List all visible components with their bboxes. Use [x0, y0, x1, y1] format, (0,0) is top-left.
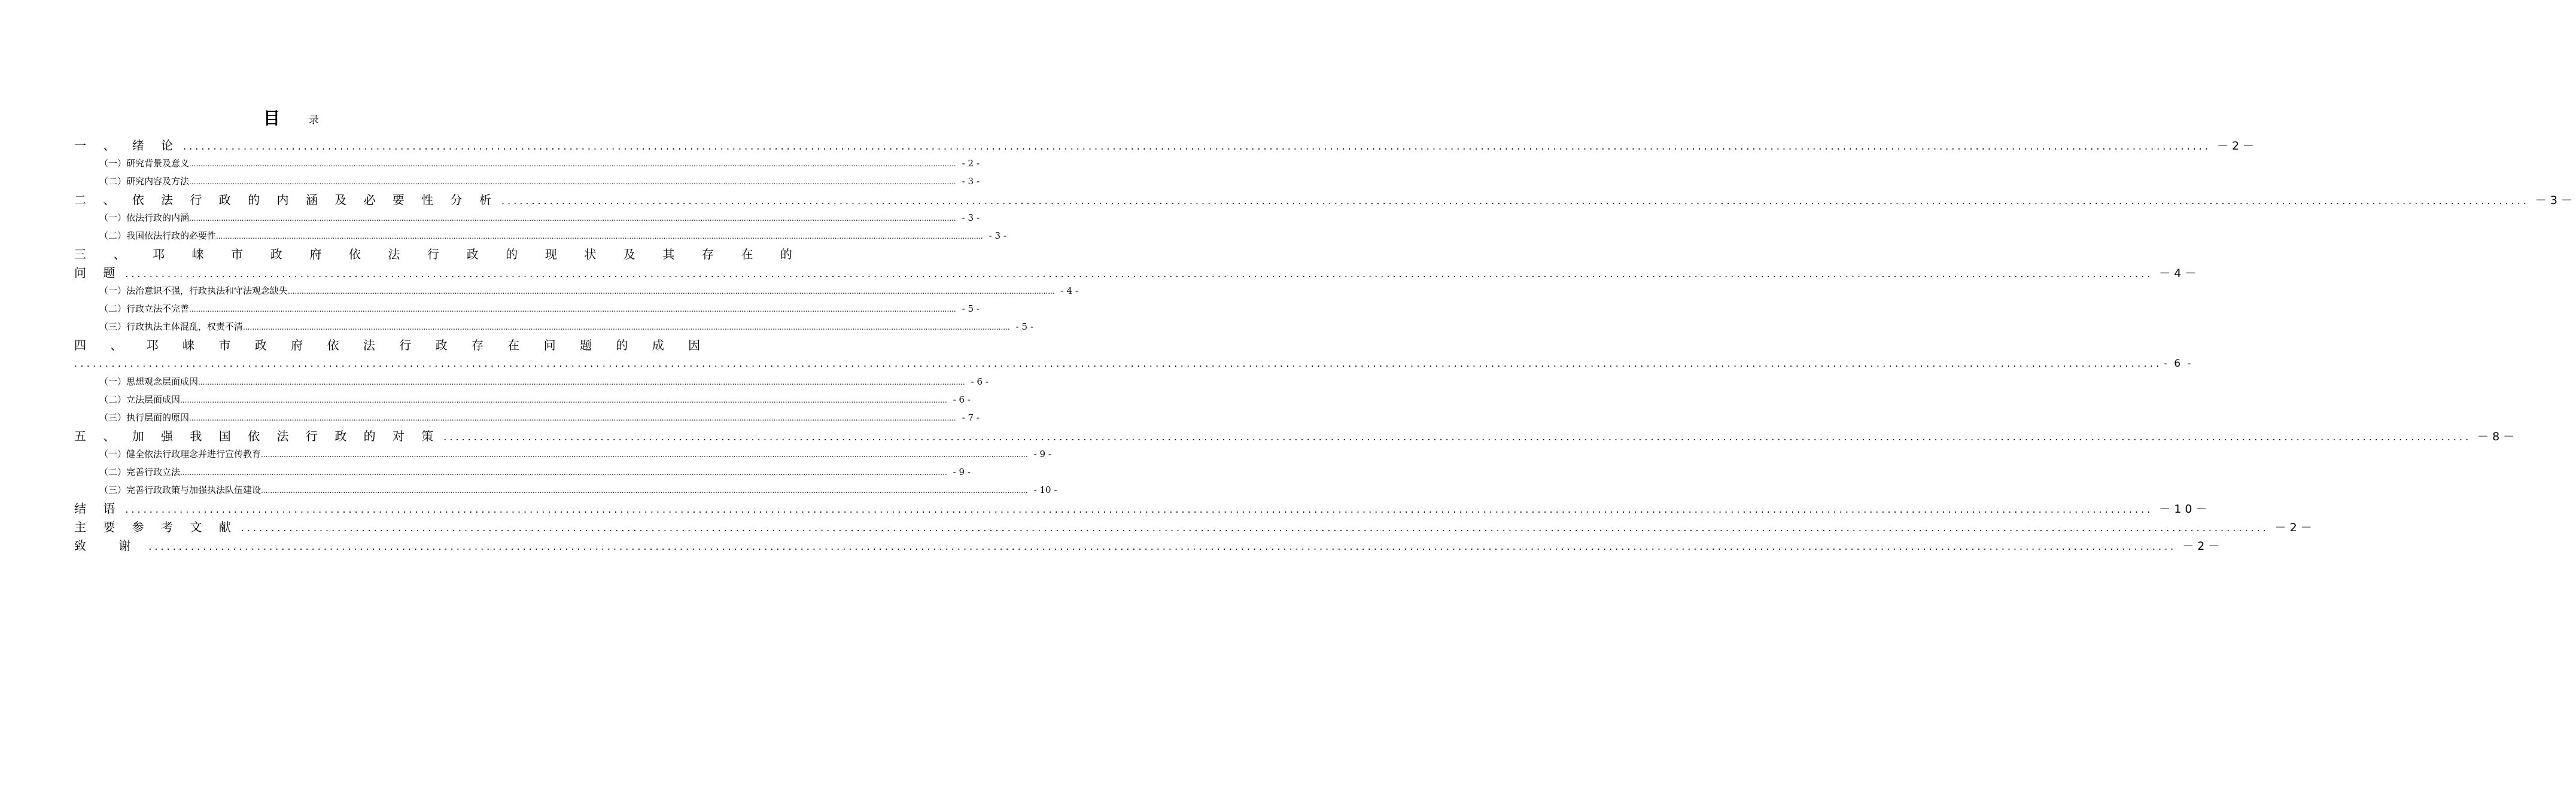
toc-page-number: - 3 -	[962, 212, 980, 223]
dot-leader	[189, 173, 956, 191]
toc-entry-section-4-1[interactable]	[99, 373, 989, 391]
dot-leader	[121, 501, 2153, 519]
toc-entry-section-4-2[interactable]	[99, 391, 971, 409]
toc-entry-label: （一）法治意识不强，行政执法和守法观念缺失	[99, 285, 288, 296]
dot-leader	[261, 446, 1028, 464]
toc-entry-label: （二）我国依法行政的必要性	[99, 230, 217, 241]
toc-page-number: - 7 -	[962, 412, 980, 423]
dot-leader	[288, 282, 1055, 300]
toc-title-sub: 录	[309, 114, 319, 126]
toc-entry-label: （三）执行层面的原因	[99, 412, 190, 423]
toc-page-number: - 6 -	[953, 394, 971, 405]
toc-entry-section-2-1[interactable]	[99, 209, 980, 227]
toc-entry-section-5-3[interactable]	[99, 481, 1057, 499]
dot-leader	[216, 227, 983, 245]
toc-entry-section-2[interactable]	[74, 191, 2576, 209]
toc-entry-section-4[interactable]	[74, 355, 2193, 373]
dot-leader	[180, 464, 947, 482]
toc-page-number: - 3 -	[962, 176, 980, 187]
toc-entry-section-3-1[interactable]	[99, 282, 1078, 300]
toc-entry-conclusion[interactable]	[74, 500, 2211, 517]
toc-page-number: - 5 -	[1015, 321, 1033, 332]
toc-entry-section-3-2[interactable]	[99, 300, 980, 318]
toc-entry-label: （一）依法行政的内涵	[99, 212, 190, 223]
toc-page-number: －3－	[2535, 194, 2576, 207]
toc-entry-section-1-1[interactable]	[99, 154, 980, 172]
toc-entry-label: 问 题	[74, 266, 122, 280]
toc-entry-acknowledgements[interactable]	[74, 537, 2224, 555]
toc-entry-section-5-1[interactable]	[99, 445, 1051, 463]
toc-page-number: - 9 -	[953, 467, 971, 477]
toc-entry-section-1-2[interactable]	[99, 172, 980, 190]
toc-entry-label: 五 、 加 强 我 国 依 法 行 政 的 对 策	[74, 429, 440, 443]
toc-page-number: －4－	[2159, 267, 2200, 280]
toc-page-number: - 6 -	[971, 376, 989, 387]
toc-entry-section-3-line-1[interactable]	[74, 245, 804, 263]
dot-leader	[74, 355, 2163, 373]
toc-entry-section-3-3[interactable]	[99, 318, 1033, 336]
toc-page-number: - 10 -	[1033, 485, 1057, 495]
dot-leader	[440, 428, 2471, 446]
dot-leader	[189, 409, 956, 427]
toc-entry-section-5[interactable]	[74, 427, 2519, 445]
toc-page-number: - 9 -	[1033, 449, 1051, 459]
toc-entry-label: 三 、 邛 崃 市 政 府 依 法 行 政 的 现 状 及 其 存 在 的	[74, 247, 804, 261]
toc-entry-label: 结 语	[74, 501, 122, 516]
toc-entry-label: 二 、 依 法 行 政 的 内 涵 及 必 要 性 分 析	[74, 193, 498, 207]
toc-entry-label: （二）行政立法不完善	[99, 303, 190, 314]
dot-leader	[145, 538, 2176, 556]
toc-page-number: －2－	[2182, 540, 2224, 553]
toc-entry-label: （三）完善行政政策与加强执法队伍建设	[99, 485, 261, 495]
toc-page-number: - 4 -	[1060, 285, 1078, 296]
toc-entry-label: （一）研究背景及意义	[99, 158, 190, 169]
toc-page-number: －2－	[2216, 139, 2258, 153]
toc-page-number: - 6 -	[2163, 358, 2193, 370]
toc-page-number: －2－	[2274, 521, 2316, 534]
dot-leader	[121, 265, 2153, 283]
dot-leader	[238, 519, 2269, 537]
toc-page-number: - 5 -	[962, 303, 980, 314]
toc-entry-label: 主 要 参 考 文 献	[74, 520, 238, 534]
dot-leader	[189, 300, 956, 318]
toc-entry-label: 致 谢	[74, 538, 145, 553]
toc-entry-label: （三）行政执法主体混乱，权责不清	[99, 321, 244, 332]
dot-leader	[498, 192, 2529, 210]
toc-entry-section-3[interactable]	[74, 264, 2200, 282]
dot-leader	[198, 373, 965, 391]
toc-entry-label: 一 、 绪 论	[74, 138, 180, 153]
toc-entry-label: 四 、 邛 崃 市 政 府 依 法 行 政 存 在 问 题 的 成 因	[74, 338, 711, 352]
toc-entry-label: （一）健全依法行政理念并进行宣传教育	[99, 449, 261, 459]
toc-entry-label: （二）立法层面成因	[99, 394, 181, 405]
toc-page-number: - 3 -	[989, 230, 1006, 241]
dot-leader	[180, 138, 2211, 156]
toc-entry-label: （二）完善行政立法	[99, 467, 181, 477]
dot-leader	[189, 209, 956, 227]
toc-title	[0, 108, 568, 132]
toc-page-number: - 2 -	[962, 158, 980, 169]
toc-entry-section-4-line-1[interactable]	[74, 336, 711, 354]
toc-entry-section-5-2[interactable]	[99, 463, 971, 481]
toc-entry-section-2-2[interactable]	[99, 227, 1006, 245]
toc-entry-label: （二）研究内容及方法	[99, 176, 190, 187]
dot-leader	[180, 391, 947, 409]
toc-entry-label: （一）思想观念层面成因	[99, 376, 199, 387]
toc-page-number: －10－	[2159, 502, 2211, 516]
toc-title-main: 目	[263, 108, 281, 128]
toc-entry-references[interactable]	[74, 518, 2316, 536]
toc-page-number: －8－	[2477, 430, 2519, 443]
dot-leader	[261, 482, 1028, 500]
toc-entry-section-4-3[interactable]	[99, 409, 980, 427]
dot-leader	[243, 318, 1010, 336]
dot-leader	[189, 155, 956, 173]
toc-entry-section-1[interactable]	[74, 136, 2258, 154]
